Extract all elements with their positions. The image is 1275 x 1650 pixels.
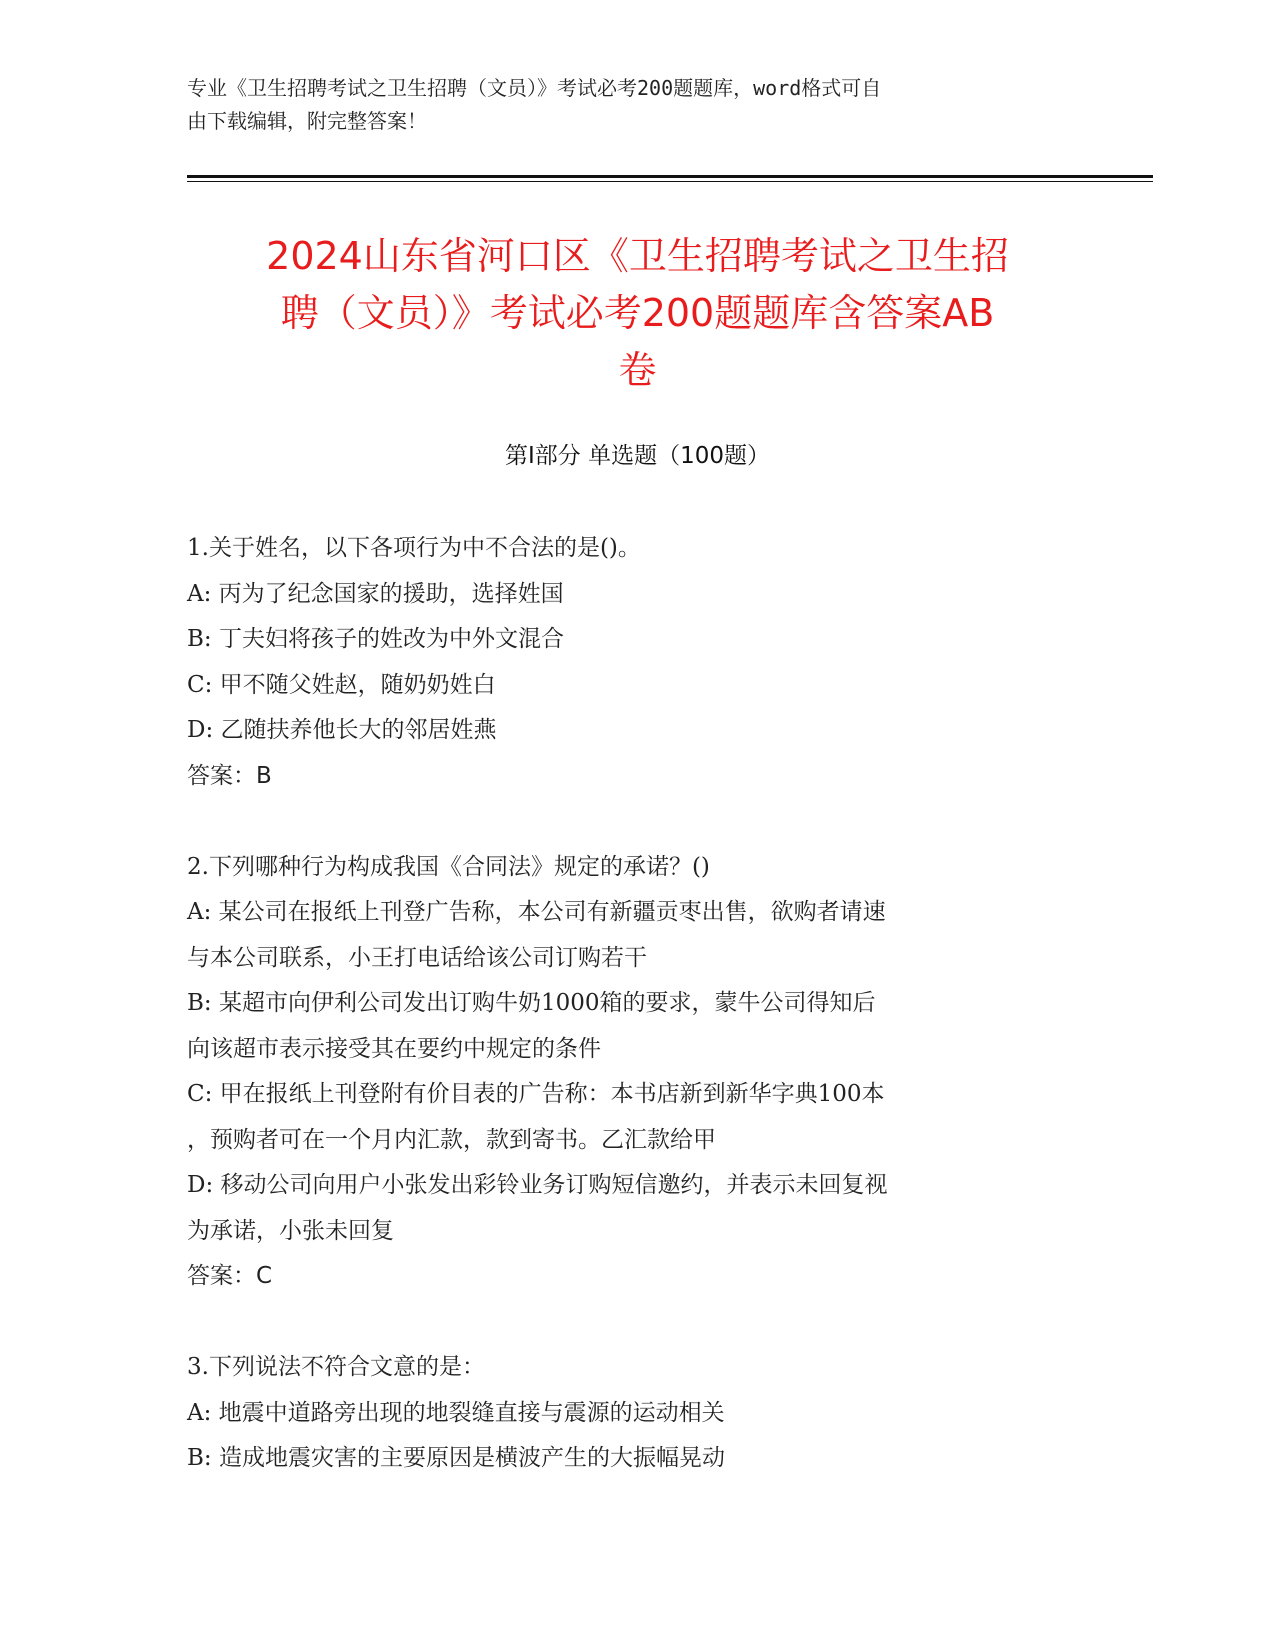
document-title xyxy=(150,228,1125,399)
question-stem: 3.下列说法不符合文意的是： xyxy=(187,1354,485,1380)
question-stem: 1.关于姓名，以下各项行为中不合法的是()。 xyxy=(187,535,641,561)
option-a: A: 丙为了纪念国家的援助，选择姓国 xyxy=(187,580,564,607)
header-note-line: 由下载编辑，附完整答案！ xyxy=(187,109,427,133)
option-a: A: 地震中道路旁出现的地裂缝直接与震源的运动相关 xyxy=(187,1399,725,1426)
option-c: C: 甲在报纸上刊登附有价目表的广告称：本书店新到新华字典100本 xyxy=(187,1081,885,1107)
option-b: B: 造成地震灾害的主要原因是横波产生的大振幅晃动 xyxy=(187,1445,725,1471)
option-b: B: 丁夫妇将孩子的姓改为中外文混合 xyxy=(187,626,564,652)
spacer xyxy=(187,1300,1067,1346)
option-d: D: 移动公司向用户小张发出彩铃业务订购短信邀约，并表示未回复视 xyxy=(187,1172,888,1198)
answer: 答案：B xyxy=(187,762,272,789)
question-stem: 2.下列哪种行为构成我国《合同法》规定的承诺？() xyxy=(187,853,710,880)
option-a: A: 某公司在报纸上刊登广告称，本公司有新疆贡枣出售，欲购者请速 xyxy=(187,899,886,925)
title-line: 2024山东省河口区《卫生招聘考试之卫生招 xyxy=(266,234,1009,278)
header-note-line: 专业《卫生招聘考试之卫生招聘（文员）》考试必考200题题库，word格式可自 xyxy=(187,76,882,100)
header-rule-thin xyxy=(187,181,1153,182)
section-heading: 第Ⅰ部分 单选题（100题） xyxy=(505,443,770,469)
spacer xyxy=(187,799,1067,845)
title-line: 卷 xyxy=(618,348,657,392)
header-note xyxy=(187,72,1087,138)
answer: 答案：C xyxy=(187,1263,273,1289)
option-d: D: 乙随扶养他长大的邻居姓燕 xyxy=(187,717,497,743)
header-rule-thick xyxy=(187,175,1153,178)
question-list xyxy=(187,526,1067,1482)
option-b-cont: 向该超市表示接受其在要约中规定的条件 xyxy=(187,1035,601,1062)
option-b: B: 某超市向伊利公司发出订购牛奶1000箱的要求，蒙牛公司得知后 xyxy=(187,990,876,1016)
option-d-cont: 为承诺，小张未回复 xyxy=(187,1217,394,1244)
title-line: 聘（文员）》考试必考200题题库含答案AB xyxy=(280,291,995,335)
option-a-cont: 与本公司联系，小王打电话给该公司订购若干 xyxy=(187,944,647,971)
option-c-cont: ，预购者可在一个月内汇款，款到寄书。乙汇款给甲 xyxy=(187,1126,716,1153)
option-c: C: 甲不随父姓赵，随奶奶姓白 xyxy=(187,671,496,698)
